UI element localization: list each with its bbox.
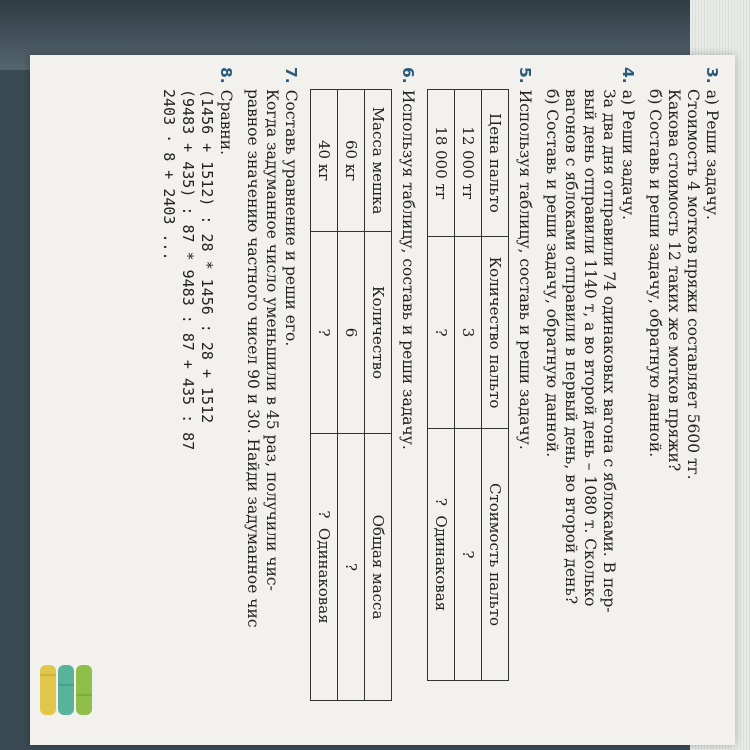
table-row — [311, 90, 338, 701]
task-text: Какова стоимость 12 таких же мотков пряжи? — [665, 89, 683, 472]
task-text: б) Составь и реши задачу, обратную данной. — [543, 89, 561, 458]
table-cell — [338, 434, 365, 701]
table-row — [338, 90, 365, 701]
comparison-expression: (1456 + 1512) : 28 * 1456 : 28 + 1512 — [198, 89, 216, 424]
table-cell: ? — [311, 232, 338, 434]
table-header: Количество — [365, 232, 392, 434]
task-text: б) Составь и реши задачу, обратную данной. — [646, 89, 664, 458]
coat-table — [427, 89, 509, 681]
table-header: Масса мешка — [365, 90, 392, 232]
table-cell — [428, 429, 455, 681]
table-cell-value: ? — [342, 562, 361, 572]
table-cell: ? — [428, 237, 455, 429]
merged-note: Одинаковая — [315, 527, 334, 624]
task-text: вый день отправили 1140 т, а во второй день – 1080 т. Сколько — [581, 89, 599, 607]
table-header-row — [365, 90, 392, 701]
table-cell-value: ? — [432, 497, 451, 506]
task-text: а) Реши задачу. — [619, 89, 637, 220]
table-cell-value: ? — [315, 510, 334, 519]
task-7 — [243, 67, 300, 725]
task-text: Стоимость 4 мотков пряжи составляет 5600 тг. — [684, 89, 702, 480]
table-header-row — [482, 90, 509, 681]
table-header: Количество пальто — [482, 237, 509, 429]
table-header: Цена пальто — [482, 90, 509, 237]
task-text: Составь уравнение и реши его. — [282, 89, 300, 347]
table-cell: 12 000 тг — [455, 90, 482, 237]
table-cell: 3 — [455, 237, 482, 429]
table-cell: 6 — [338, 232, 365, 434]
task-text: Когда задуманное число уменьшили в 45 раз, получили чис- — [263, 89, 281, 591]
table-header: Стоимость пальто — [482, 429, 509, 681]
task-number: 6. — [399, 67, 417, 84]
task-text: Используя таблицу, составь и реши задачу. — [516, 89, 534, 450]
task-text: вагонов с яблоками отправили в первый день, во второй день? — [562, 89, 580, 605]
task-number: 8. — [217, 67, 235, 84]
table-header: Общая масса — [365, 434, 392, 701]
table-row — [455, 90, 482, 681]
task-text: равное значению частного чисел 90 и 30. Найди задуманное чис — [244, 89, 262, 628]
task-6 — [310, 67, 417, 725]
comparison-expression: (9483 + 435) : 87 * 9483 : 87 + 435 : 87 — [179, 89, 197, 451]
merged-note: Одинаковая — [432, 515, 451, 612]
table-row — [428, 90, 455, 681]
task-text: Сравни. — [217, 89, 235, 156]
task-number: 4. — [619, 67, 637, 84]
task-4 — [542, 67, 637, 725]
task-3 — [645, 67, 721, 725]
task-text: Используя таблицу, составь и реши задачу. — [399, 89, 417, 450]
table-cell-value: ? — [459, 550, 478, 559]
task-8 — [159, 67, 235, 725]
table-cell — [455, 429, 482, 681]
comparison-expression: 2403 · 8 + 2403 ... — [160, 89, 178, 261]
bag-table — [310, 89, 392, 701]
task-number: 7. — [282, 67, 300, 84]
task-number: 3. — [703, 67, 721, 84]
task-text: а) Реши задачу. — [703, 89, 721, 220]
task-number: 5. — [516, 67, 534, 84]
task-5 — [427, 67, 534, 725]
table-cell — [311, 434, 338, 701]
table-cell: 18 000 тг — [428, 90, 455, 237]
table-cell: 40 кг — [311, 90, 338, 232]
table-cell: 60 кг — [338, 90, 365, 232]
yarn-skeins-icon — [35, 645, 95, 735]
task-text: За два дня отправили 74 одинаковых вагона с яблоками. В пер- — [600, 89, 618, 613]
textbook-page — [30, 55, 735, 745]
